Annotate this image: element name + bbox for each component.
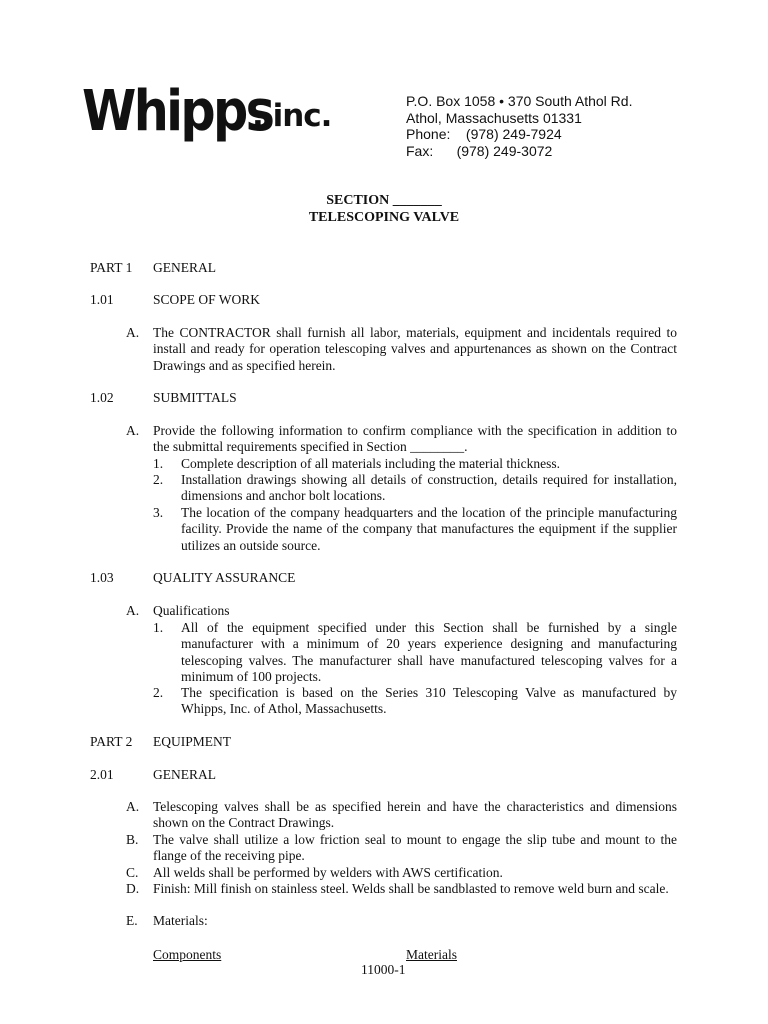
part1-number: PART 1 [90, 260, 133, 275]
s201-title: GENERAL [153, 767, 216, 782]
part1-title: GENERAL [153, 260, 216, 275]
s102-subitem-text: Installation drawings showing all details of construction, details required for installation, dimensions and anchor bolt locations. [181, 472, 677, 504]
s201-item-letter: A. [126, 799, 140, 814]
s201-item-letter: E. [126, 913, 138, 928]
logo-wordmark: Whipps [82, 79, 273, 144]
s103-item-text: Qualifications [153, 603, 230, 618]
s101-item-text: The CONTRACTOR shall furnish all labor, materials, equipment and incidentals required to install and ready for operation telescoping valves and appurtenances as shown on the Contract Drawings and as specified herein. [153, 325, 677, 373]
s102-item-letter: A. [126, 423, 140, 438]
address-line-1: P.O. Box 1058 • 370 South Athol Rd. [406, 93, 633, 109]
s103-item-letter: A. [126, 603, 140, 618]
s103-title: QUALITY ASSURANCE [153, 570, 296, 585]
address-phone: Phone: (978) 249-7924 [406, 126, 562, 142]
s102-item-text: Provide the following information to confirm compliance with the specification in addition to the submittal requirements specified in Section ________. [153, 423, 677, 455]
s201-number: 2.01 [90, 767, 114, 782]
section-heading: SECTION _______ [326, 193, 442, 208]
s201-item-text: Telescoping valves shall be as specified herein and have the characteristics and dimensions shown on the Contract Drawings. [153, 799, 677, 831]
s201-item-letter: C. [126, 865, 139, 880]
s201-item-text: Finish: Mill finish on stainless steel. Welds shall be sandblasted to remove weld burn and scale. [153, 881, 669, 896]
s103-number: 1.03 [90, 570, 114, 585]
page-number: 11000-1 [361, 962, 406, 977]
s102-subitem-number: 2. [153, 472, 164, 487]
part2-number: PART 2 [90, 734, 133, 749]
s102-subitem-text: The location of the company headquarters and the location of the principle manufacturing facility. Provide the name of the company that manufactures the equipment if the supplier utilizes an outside source. [181, 505, 677, 553]
logo-suffix: , inc. [252, 98, 332, 134]
address-line-2: Athol, Massachusetts 01331 [406, 109, 582, 126]
table-header-components: Components [153, 947, 222, 962]
s201-item-text: All welds shall be performed by welders with AWS certification. [153, 865, 503, 880]
s103-subitem-text: The specification is based on the Series 310 Telescoping Valve as manufactured by Whipps, Inc. of Athol, Massachusetts. [181, 685, 677, 717]
table-header-materials: Materials [406, 947, 457, 962]
s201-item-letter: B. [126, 832, 139, 847]
s201-item-letter: D. [126, 881, 140, 896]
s103-subitem-number: 2. [153, 685, 164, 700]
s101-item-letter: A. [126, 325, 140, 340]
s102-title: SUBMITTALS [153, 390, 237, 405]
s201-item-text: Materials: [153, 913, 208, 928]
company-logo [82, 79, 332, 144]
s101-number: 1.01 [90, 292, 114, 307]
part2-title: EQUIPMENT [153, 734, 231, 749]
s103-subitem-text: All of the equipment specified under this Section shall be furnished by a single manufacturer with a minimum of 20 years experience designing and manufacturing telescoping valves. The manufacturer shall have manufactured telescoping valves for a minimum of 100 projects. [181, 620, 677, 685]
s102-number: 1.02 [90, 390, 114, 405]
s201-item-text: The valve shall utilize a low friction seal to mount to engage the slip tube and mount to the flange of the receiving pipe. [153, 832, 677, 864]
s102-subitem-number: 3. [153, 505, 164, 520]
company-address [406, 93, 632, 159]
s102-subitem-text: Complete description of all materials including the material thickness. [181, 456, 561, 471]
address-fax: Fax: (978) 249-3072 [406, 142, 553, 159]
s101-title: SCOPE OF WORK [153, 292, 261, 307]
s102-subitem-number: 1. [153, 456, 164, 471]
s103-subitem-number: 1. [153, 620, 164, 635]
section-title: TELESCOPING VALVE [308, 210, 460, 225]
